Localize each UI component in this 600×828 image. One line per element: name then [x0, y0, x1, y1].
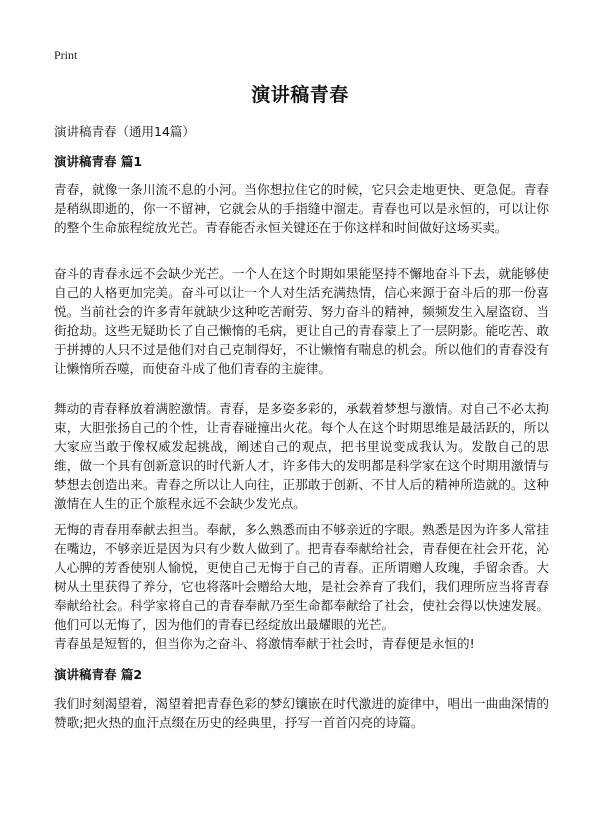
document-subtitle: 演讲稿青春（通用14篇）: [54, 124, 195, 139]
section-heading-2: 演讲稿青春 篇2: [54, 667, 143, 682]
section-heading-1: 演讲稿青春 篇1: [54, 154, 143, 169]
paragraph: 我们时刻渴望着，渴望着把青春色彩的梦幻镶嵌在时代激进的旋律中，唱出一曲曲深情的赞歌;把火热的血汗点缀在历史的经典里，抒写一首首闪亮的诗篇。: [54, 696, 549, 730]
paragraph: 青春虽是短暂的，但当你为之奋斗、将激情奉献于社会时，青春便是永恒的!: [54, 636, 475, 651]
page-title: 演讲稿青春: [251, 84, 349, 106]
paragraph: 无悔的青春用奉献去担当。奉献，多么熟悉而由不够亲近的字眼。熟悉是因为许多人常挂在嘴边，不够亲近是因为只有少数人做到了。把青春奉献给社会，青春便在社会开花，沁人心脾的芳香使别人愉悦，更使自己无悔于自己的青春。正所谓赠人玫瑰，手留余香。大树从土里获得了养分，它也将落叶会赠给大地，是社会养育了我们，我们理所应当将青春奉献给社会。科学家将自己的青春奉献乃至生命都奉献给了社会，使社会得以快速发展。他们可以无悔了，因为他们的青春已经绽放出最耀眼的光芒。: [54, 522, 549, 632]
print-link[interactable]: Print: [54, 48, 78, 62]
paragraph: 奋斗的青春永远不会缺少光芒。一个人在这个时期如果能坚持不懈地奋斗下去，就能够使自己的人格更加完美。奋斗可以让一个人对生活充满热情，信心来源于奋斗后的那一份喜悦。当前社会的许多青年就缺少这种吃苦耐劳、努力奋斗的精神，频频发生入屋盗窃、当街抢劫。这些无疑助长了自己懒惰的毛病，更让自己的青春蒙上了一层阴影。能吃苦、敢于拼搏的人只不过是他们对自己克制得好，不让懒惰有喘息的机会。所以他们的青春没有让懒惰所吞噬，而使奋斗成了他们青春的主旋律。: [54, 266, 549, 376]
paragraph: 青春，就像一条川流不息的小河。当你想拉住它的时候，它只会走地更快、更急促。青春是稍纵即逝的，你一不留神，它就会从的手指缝中溜走。青春也可以是永恒的，可以让你的整个生命旅程绽放光芒。青春能否永恒关键还在于你这样和时间做好这场买卖。: [54, 182, 549, 235]
paragraph: 舞动的青春释放着满腔激情。青春，是多姿多彩的，承载着梦想与激情。对自己不必太拘束，大胆张扬自己的个性，让青春碰撞出火花。每个人在这个时期思维是最活跃的，所以大家应当敢于像权威发起挑战，阐述自己的观点，把书里说变成我认为。发散自己的思维，做一个具有创新意识的时代新人才，许多伟大的发明都是科学家在这个时期用激情与梦想去创造出来。青春之所以让人向往，正那敢于创新、不甘人后的精神所造就的。这种激情在人生的正个旅程永远不会缺少发光点。: [54, 401, 549, 511]
